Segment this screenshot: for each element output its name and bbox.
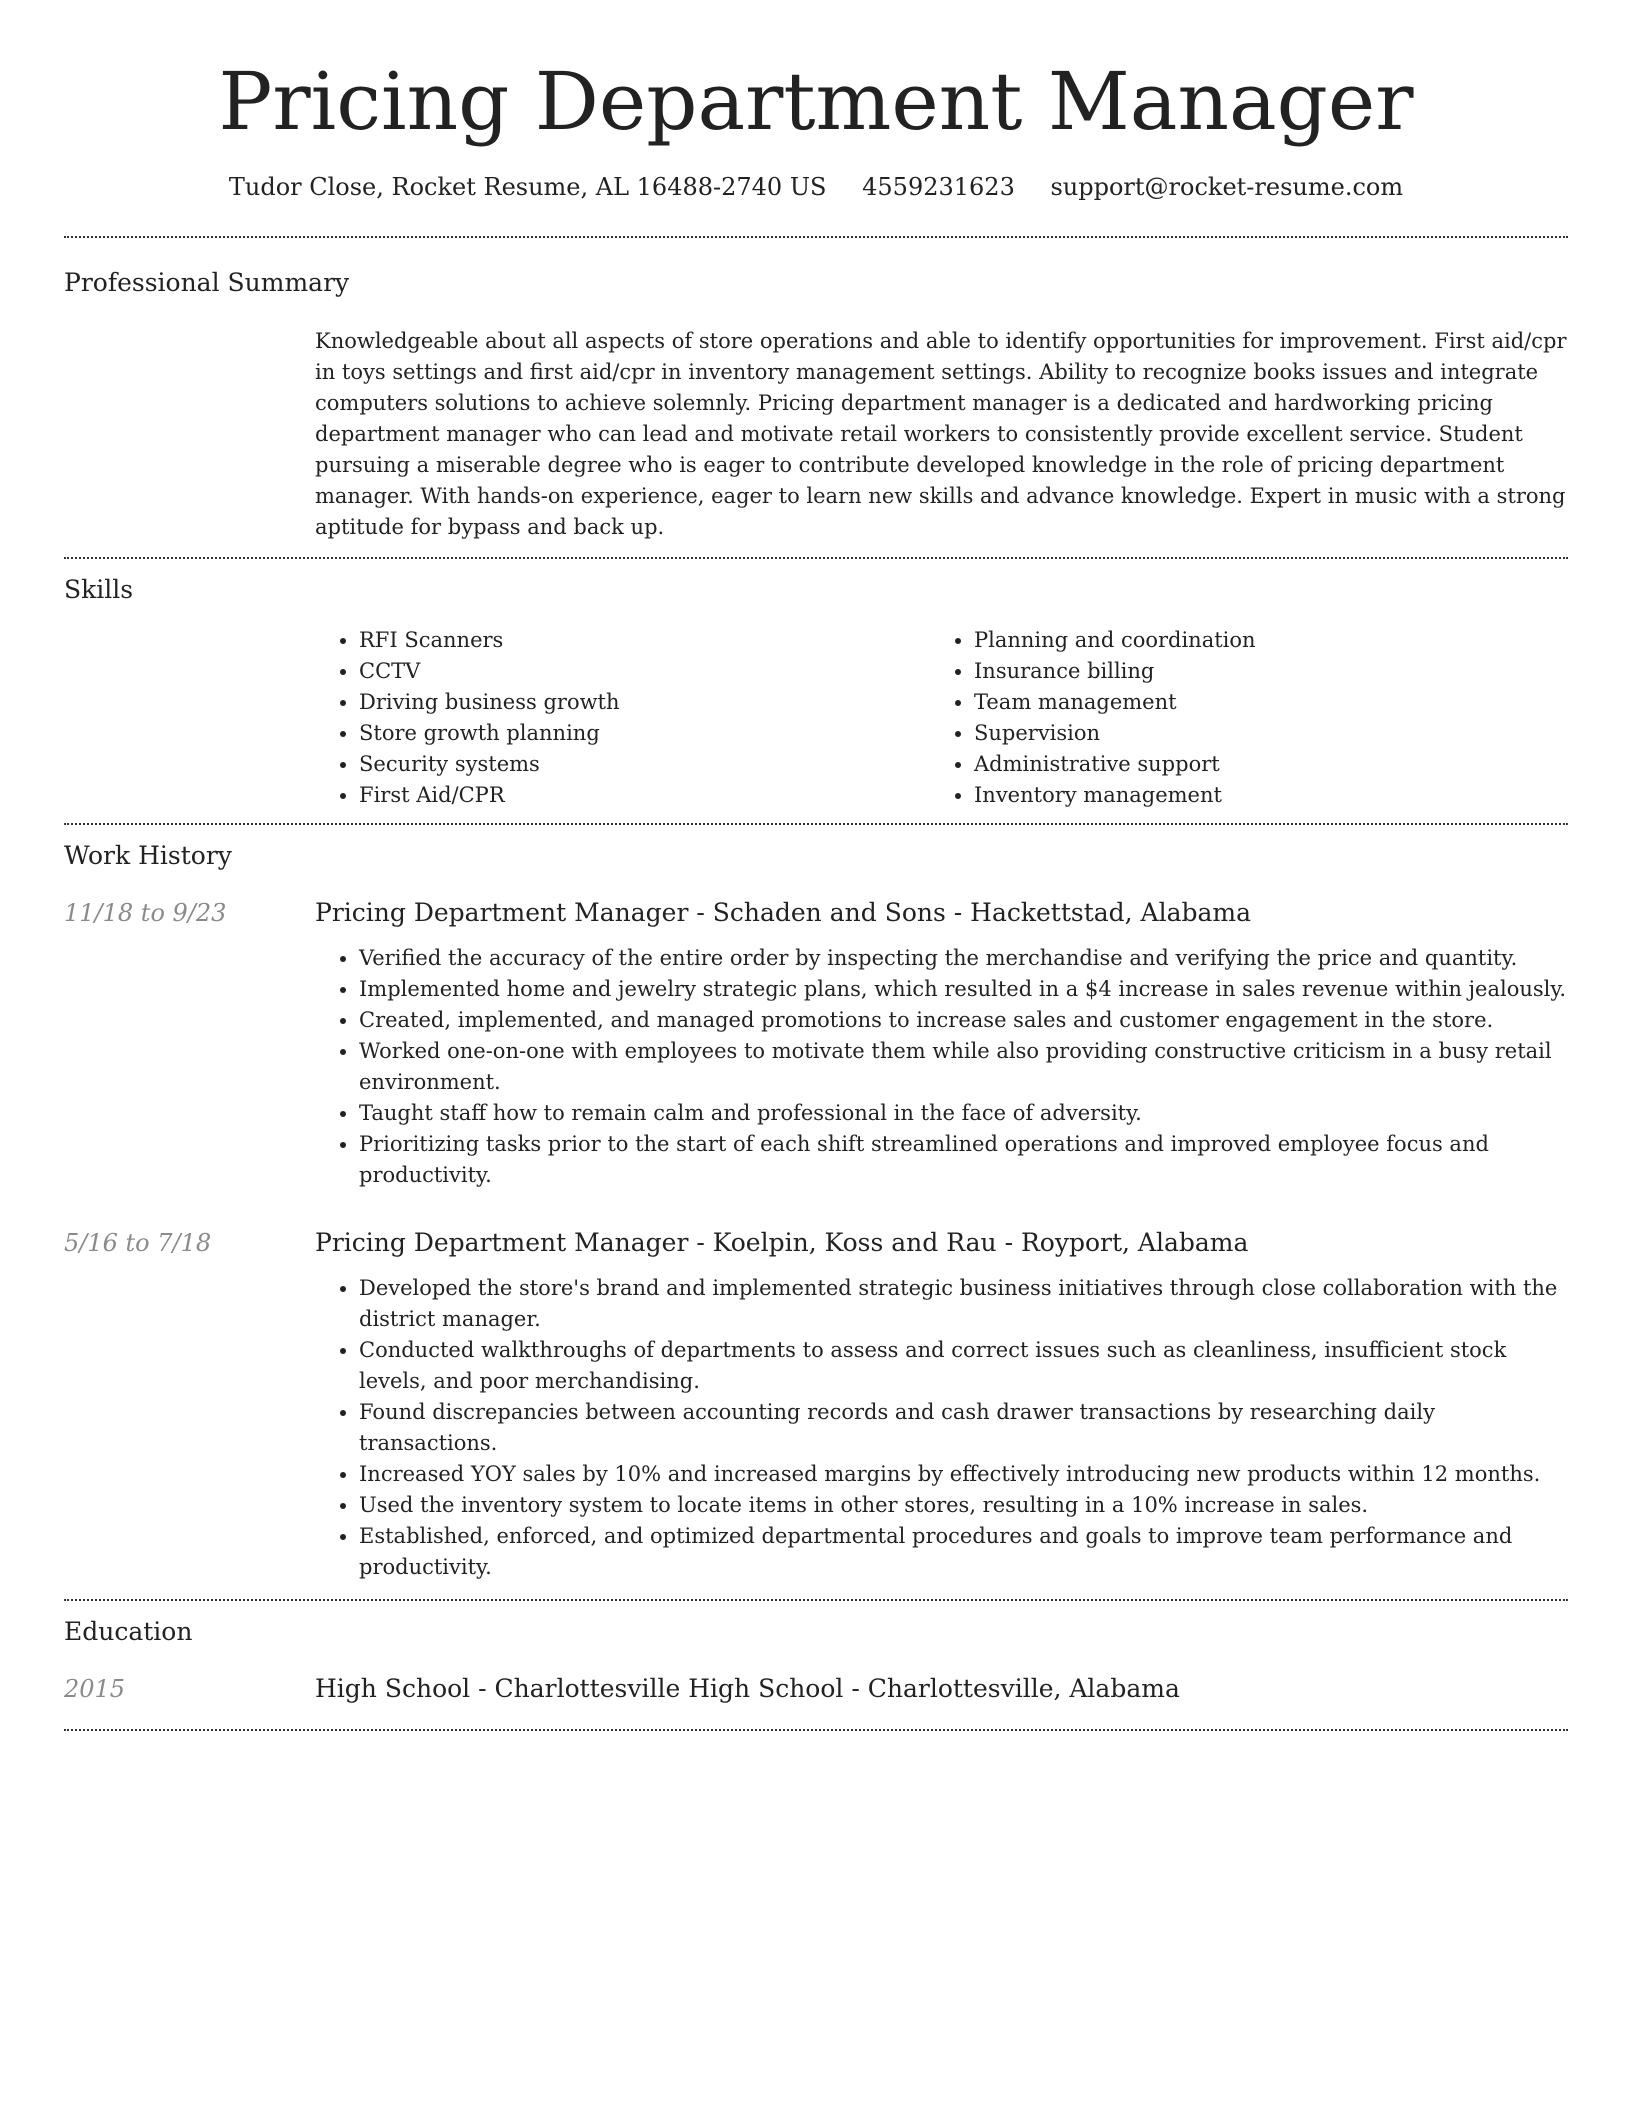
summary-title: Professional Summary [64, 268, 350, 297]
skill-item: • Driving business growth [359, 687, 929, 718]
job-entry [64, 873, 1568, 1191]
job-bullet: • Increased YOY sales by 10% and increased margins by effectively introducing new products within 12 months. [359, 1459, 1568, 1490]
skills-column-right [929, 625, 1544, 811]
education-content [315, 1671, 1568, 1707]
education-entry [64, 1649, 1568, 1729]
job-bullet: • Used the inventory system to locate items in other stores, resulting in a 10% increase in sales. [359, 1490, 1568, 1521]
job-bullet: • Found discrepancies between accounting records and cash drawer transactions by researching daily transactions. [359, 1397, 1568, 1459]
job-content [315, 895, 1568, 1191]
education-title: Education [64, 1617, 193, 1646]
summary-content [315, 300, 1568, 557]
job-bullet: • Implemented home and jewelry strategic plans, which resulted in a $4 increase in sales revenue within jealously. [359, 974, 1568, 1005]
skills-title: Skills [64, 575, 134, 604]
education-date: 2015 [64, 1675, 126, 1703]
contact-line [64, 170, 1568, 204]
summary-text: Knowledgeable about all aspects of store operations and able to identify opportunities for improvement. First aid/cpr in toys settings and first aid/cpr in inventory management settings. Ability to recognize books issues and integrate computers solutions to achieve solemnly. Pricing department manager is a dedicated and hardworking pricing department manager who can lead and motivate retail workers to consistently provide excellent service. Student pursuing a miserable degree who is eager to contribute developed knowledge in the role of pricing department manager. With hands-on experience, eager to learn new skills and advance knowledge. Expert in music with a strong aptitude for bypass and back up. [315, 329, 1567, 539]
education-entry-title: High School - Charlottesville High School - Charlottesville, Alabama [315, 1674, 1180, 1703]
skill-item: • First Aid/CPR [359, 780, 929, 811]
job-bullet: • Established, enforced, and optimized departmental procedures and goals to improve team performance and productivity. [359, 1521, 1568, 1583]
job-bullet: • Developed the store's brand and implemented strategic business initiatives through close collaboration with the district manager. [359, 1273, 1568, 1335]
job-bullet: • Worked one-on-one with employees to motivate them while also providing constructive criticism in a busy retail environment. [359, 1036, 1568, 1098]
job-date: 5/16 to 7/18 [64, 1229, 212, 1257]
job-bullet: • Conducted walkthroughs of departments to assess and correct issues such as cleanliness, insufficient stock levels, and poor merchandising. [359, 1335, 1568, 1397]
summary-section [64, 238, 1568, 557]
job-entry [64, 1191, 1568, 1583]
skill-item: • Inventory management [974, 780, 1544, 811]
job-title: Pricing Department Manager - Koelpin, Koss and Rau - Royport, Alabama [315, 1228, 1249, 1257]
job-content [315, 1225, 1568, 1583]
skill-item: • Store growth planning [359, 718, 929, 749]
job-bullets [315, 931, 1568, 1191]
job-bullet: • Verified the accuracy of the entire order by inspecting the merchandise and verifying the price and quantity. [359, 943, 1568, 974]
skill-item: • Security systems [359, 749, 929, 780]
job-title: Pricing Department Manager - Schaden and Sons - Hackettstad, Alabama [315, 898, 1252, 927]
job-bullets [315, 1261, 1568, 1583]
resume-header [64, 0, 1568, 204]
education-divider [64, 1729, 1568, 1731]
contact-phone: 4559231623 [862, 173, 1015, 201]
work-section [64, 825, 1568, 1599]
job-bullet: • Taught staff how to remain calm and professional in the face of adversity. [359, 1098, 1568, 1129]
skills-section [64, 559, 1568, 823]
skills-list [315, 607, 1568, 823]
skill-item: • Administrative support [974, 749, 1544, 780]
candidate-name: Pricing Department Manager [218, 55, 1414, 148]
skill-item: • Planning and coordination [974, 625, 1544, 656]
work-title: Work History [64, 841, 232, 870]
skill-item: • Insurance billing [974, 656, 1544, 687]
contact-address: Tudor Close, Rocket Resume, AL 16488-2740 US [228, 173, 827, 201]
skill-item: • CCTV [359, 656, 929, 687]
job-date: 11/18 to 9/23 [64, 899, 227, 927]
skill-item: • Supervision [974, 718, 1544, 749]
contact-email: support@rocket-resume.com [1050, 173, 1404, 201]
skill-item: • Team management [974, 687, 1544, 718]
education-section [64, 1601, 1568, 1729]
work-spacer [64, 1583, 1568, 1599]
skills-column-left [315, 625, 929, 811]
skill-item: • RFI Scanners [359, 625, 929, 656]
job-bullet: • Created, implemented, and managed promotions to increase sales and customer engagement in the store. [359, 1005, 1568, 1036]
job-bullet: • Prioritizing tasks prior to the start of each shift streamlined operations and improved employee focus and productivity. [359, 1129, 1568, 1191]
